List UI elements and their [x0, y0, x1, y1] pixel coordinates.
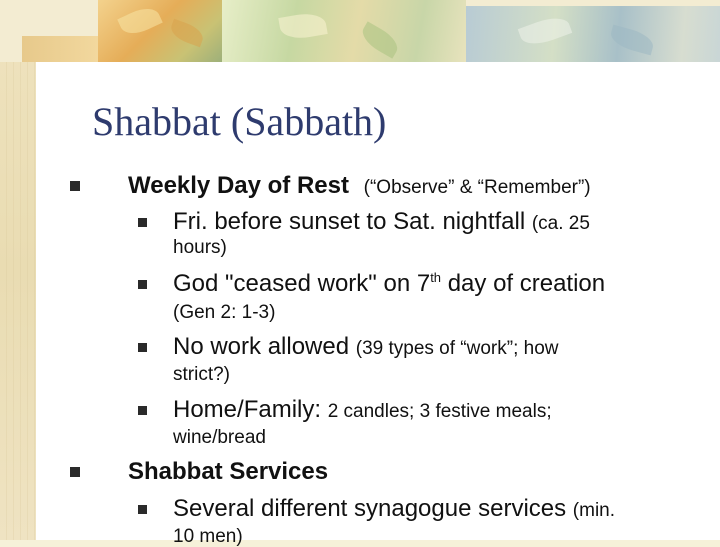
sub-bullet-square-icon	[138, 280, 147, 289]
bullet-square-icon	[70, 467, 80, 477]
sub-bullet-text: Several different synagogue services	[173, 495, 567, 522]
sub-bullet-note: (ca. 25	[531, 213, 590, 234]
decorative-leaf-banner	[0, 0, 720, 62]
sub-bullet-text-end: day of creation	[441, 270, 606, 297]
sub-bullet-continuation: wine/bread	[173, 427, 266, 448]
sub-bullet-synagogue-services	[173, 497, 615, 521]
sub-bullet-square-icon	[138, 406, 147, 415]
slide-title: Shabbat (Sabbath)	[92, 99, 387, 144]
sub-bullet-continuation: strict?)	[173, 364, 230, 385]
sub-bullet-home-family	[173, 398, 552, 422]
banner-segment	[98, 0, 222, 62]
ordinal-suffix: th	[430, 270, 442, 285]
sub-bullet-square-icon	[138, 505, 147, 514]
sub-bullet-square-icon	[138, 218, 147, 227]
sub-bullet-note: 2 candles; 3 festive meals;	[327, 401, 552, 422]
slide-content-panel	[36, 62, 720, 547]
sub-bullet-text: No work allowed	[173, 333, 350, 360]
sub-bullet-text: Home/Family:	[173, 396, 322, 423]
sub-bullet-ceased-work	[173, 272, 605, 296]
sub-bullet-no-work	[173, 335, 559, 359]
bullet-heading: Weekly Day of Rest	[128, 172, 349, 199]
sub-bullet-text: God "ceased work" on 7	[173, 270, 431, 297]
sub-bullet-note: (39 types of “work”; how	[355, 338, 559, 359]
sub-bullet-note: (min.	[572, 500, 616, 521]
banner-segment	[466, 6, 720, 62]
sub-bullet-square-icon	[138, 343, 147, 352]
banner-segment	[22, 36, 98, 62]
bullet-weekly-day-of-rest	[128, 174, 591, 198]
bullet-heading: Shabbat Services	[128, 458, 329, 485]
bullet-square-icon	[70, 181, 80, 191]
sub-bullet-sunset	[173, 210, 590, 234]
sub-bullet-continuation: hours)	[173, 237, 227, 258]
bullet-shabbat-services	[128, 460, 328, 484]
bullet-note: (“Observe” & “Remember”)	[363, 177, 591, 198]
sub-bullet-continuation: 10 men)	[173, 526, 243, 547]
sub-bullet-continuation: (Gen 2: 1-3)	[173, 302, 276, 323]
decorative-left-strip	[0, 0, 36, 540]
banner-segment	[222, 0, 466, 62]
sub-bullet-text: Fri. before sunset to Sat. nightfall	[173, 208, 526, 235]
